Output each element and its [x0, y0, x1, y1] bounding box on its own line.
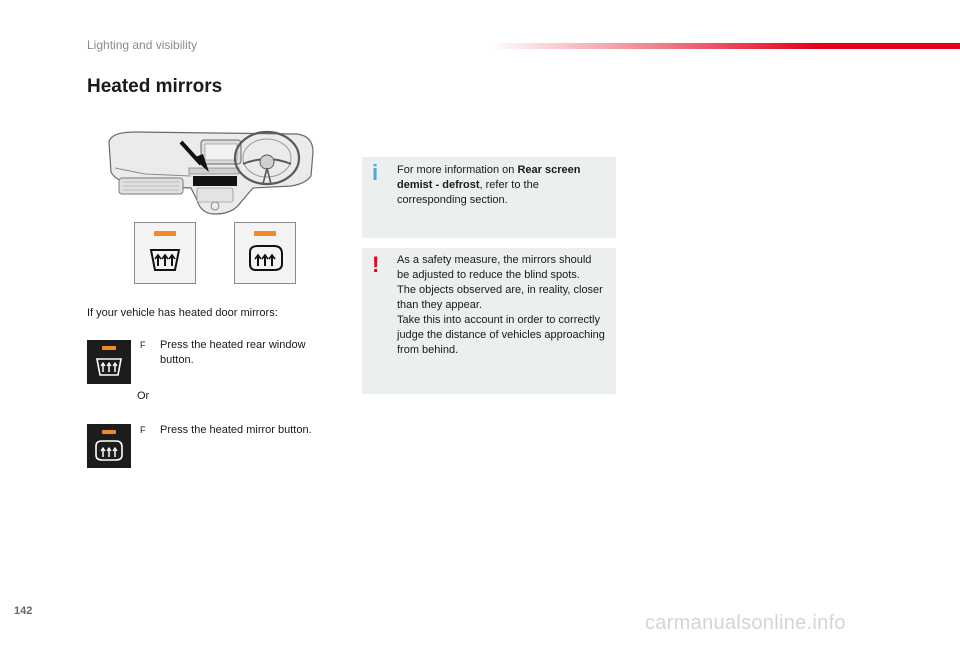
header-accent-bar — [490, 43, 960, 49]
info-text: For more information on Rear screen demist - defrost, refer to the corresponding section. — [397, 164, 581, 206]
watermark: carmanualsonline.info — [645, 612, 846, 634]
section-header: Lighting and visibility — [87, 38, 198, 52]
warning-icon: ! — [372, 252, 380, 277]
rear-window-button-illustration — [134, 222, 196, 284]
page-title: Heated mirrors — [87, 76, 223, 97]
step-text: Press the heated mirror button. — [160, 424, 312, 436]
heated-mirror-button-illustration — [234, 222, 296, 284]
step-bullet: F — [140, 340, 146, 350]
or-label: Or — [137, 390, 150, 402]
rear-window-defrost-icon — [87, 340, 131, 384]
info-box — [362, 157, 616, 238]
intro-text: If your vehicle has heated door mirrors: — [87, 307, 278, 319]
step-bullet: F — [140, 425, 146, 435]
page-number: 142 — [14, 605, 33, 617]
dashboard-illustration — [105, 128, 317, 218]
step-text: Press the heated rear window button. — [160, 339, 306, 366]
warning-text: As a safety measure, the mirrors should be adjusted to reduce the blind spots. The objects observed are, in reality, closer than they appear. Take this into account in order to correctly judge the distance of vehicles approaching from behind. — [397, 254, 605, 356]
step-rear-window — [140, 338, 335, 368]
heated-mirror-icon — [87, 424, 131, 468]
warning-box — [362, 248, 616, 394]
info-icon: i — [372, 160, 379, 185]
step-heated-mirror — [140, 423, 335, 438]
